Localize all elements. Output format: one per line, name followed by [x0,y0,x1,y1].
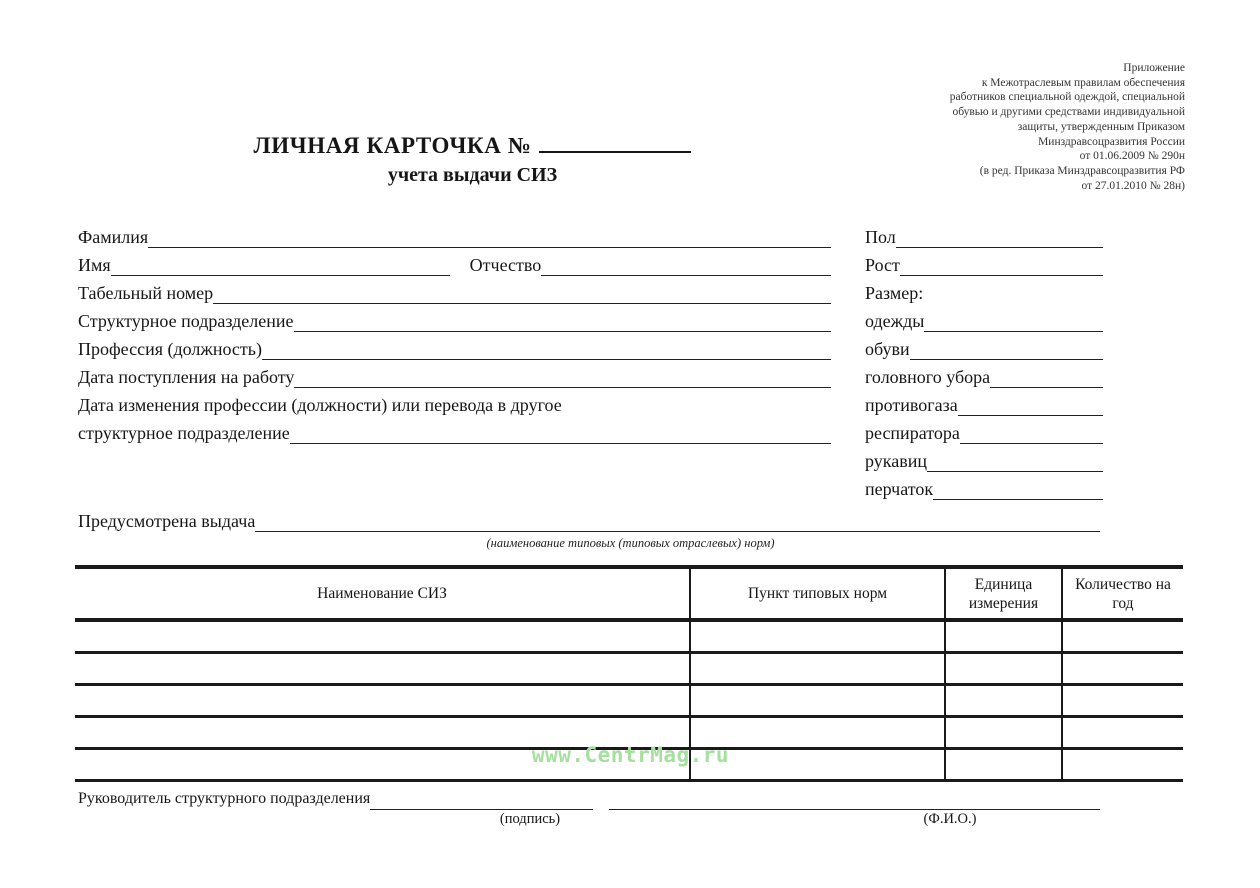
table-empty-cell [1062,653,1183,685]
firstname-label: Имя [78,255,111,275]
mittens-size-label: рукавиц [865,451,927,471]
gloves-size-label: перчаток [865,479,934,499]
column-header-unit: Единица измерения [945,567,1062,620]
legal-reference-line: Минздравсоцразвития России [1038,135,1185,148]
employment-date-blank [294,364,831,388]
supervisor-label: Руководитель структурного подразделения [78,790,371,807]
clothing-size-blank [924,308,1103,332]
gloves-size-row [865,476,1103,504]
respirator-size-label: респиратора [865,423,960,443]
issuance-blank [255,508,1100,532]
card-number-blank [539,150,691,153]
title-block [150,133,795,187]
page-title [150,133,795,159]
surname-row [78,224,831,252]
clothing-size-row [865,308,1103,336]
height-row [865,252,1103,280]
personal-info-section [78,224,831,448]
column-header-siz-name: Наименование СИЗ [75,567,690,620]
table-empty-cell [1062,685,1183,717]
fio-blank [609,786,1100,810]
footwear-size-blank [910,336,1103,360]
column-header-qty-per-year: Количество на год [1062,567,1183,620]
sex-label: Пол [865,227,896,247]
headgear-size-row [865,364,1103,392]
table-row [75,620,1183,653]
footwear-size-label: обуви [865,339,910,359]
gas-mask-size-blank [958,392,1103,416]
change-date-row-1 [78,392,831,420]
respirator-size-row [865,420,1103,448]
issuance-label: Предусмотрена выдача [78,511,256,531]
profession-row [78,336,831,364]
change-date-label-line1: Дата изменения профессии (должности) или перевода в другое [78,395,562,415]
firstname-patronymic-row [78,252,831,280]
page-title-text: ЛИЧНАЯ КАРТОЧКА № [253,133,532,158]
firstname-blank [111,252,450,276]
personnel-number-blank [213,280,831,304]
page-subtitle: учета выдачи СИЗ [387,164,558,186]
legal-reference-line: работников специальной одеждой, специальной [949,91,1185,104]
change-date-label-line2: структурное подразделение [78,423,290,443]
table-empty-cell [945,620,1062,653]
department-label: Структурное подразделение [78,311,294,331]
height-label: Рост [865,255,900,275]
issuance-row [78,508,1100,536]
surname-label: Фамилия [78,227,149,247]
footwear-size-row [865,336,1103,364]
table-row [75,653,1183,685]
legal-reference-line: от 01.06.2009 № 290н [1079,150,1185,163]
department-row [78,308,831,336]
employment-date-label: Дата поступления на работу [78,367,295,387]
headgear-size-blank [990,364,1103,388]
personnel-number-label: Табельный номер [78,283,214,303]
gas-mask-size-label: противогаза [865,395,958,415]
legal-reference-line: Приложение [1123,62,1185,74]
table-empty-cell [75,620,690,653]
column-header-norm-clause: Пункт типовых норм [690,567,945,620]
employment-date-row [78,364,831,392]
signature-blank [370,786,593,810]
table-empty-cell [75,685,690,717]
profession-blank [262,336,831,360]
legal-reference-block [825,61,1185,193]
centrmag-watermark: www.CentrMag.ru [531,743,730,767]
sex-blank [896,224,1103,248]
headgear-size-label: головного убора [865,367,991,387]
profession-label: Профессия (должность) [78,339,262,359]
surname-blank [148,224,831,248]
spacer [593,786,609,814]
change-date-row-2 [78,420,831,448]
issuance-caption: (наименование типовых (типовых отраслевых) норм) [486,536,775,550]
table-empty-cell [75,653,690,685]
legal-reference-line: от 27.01.2010 № 28н) [1081,179,1185,192]
signature-caption: (подпись) [499,811,561,827]
table-header-row [75,567,1183,620]
sizes-section [865,224,1103,504]
sex-row [865,224,1103,252]
table-empty-cell [945,653,1062,685]
fio-caption: (Ф.И.О.) [923,811,977,827]
clothing-size-label: одежды [865,311,925,331]
legal-reference-line: защиты, утвержденным Приказом [1017,120,1185,133]
patronymic-label: Отчество [469,255,542,275]
table-empty-cell [690,685,945,717]
mittens-size-blank [927,448,1103,472]
legal-reference-line: обувью и другими средствами индивидуальной [952,106,1185,119]
table-empty-cell [690,620,945,653]
legal-reference-line: (в ред. Приказа Минздравсоцразвития РФ [979,164,1185,177]
table-empty-cell [690,653,945,685]
spacer [450,252,470,280]
change-date-blank [290,420,831,444]
gas-mask-size-row [865,392,1103,420]
legal-reference-line: к Межотраслевым правилам обеспечения [981,76,1185,89]
table-empty-cell [1062,620,1183,653]
signature-row [78,786,1100,814]
size-header-label: Размер: [865,283,924,303]
height-blank [900,252,1103,276]
department-blank [294,308,831,332]
mittens-size-row [865,448,1103,476]
table-row [75,685,1183,717]
size-header-row [865,280,1103,308]
respirator-size-blank [960,420,1103,444]
personnel-number-row [78,280,831,308]
gloves-size-blank [933,476,1103,500]
patronymic-blank [541,252,831,276]
table-empty-cell [945,685,1062,717]
